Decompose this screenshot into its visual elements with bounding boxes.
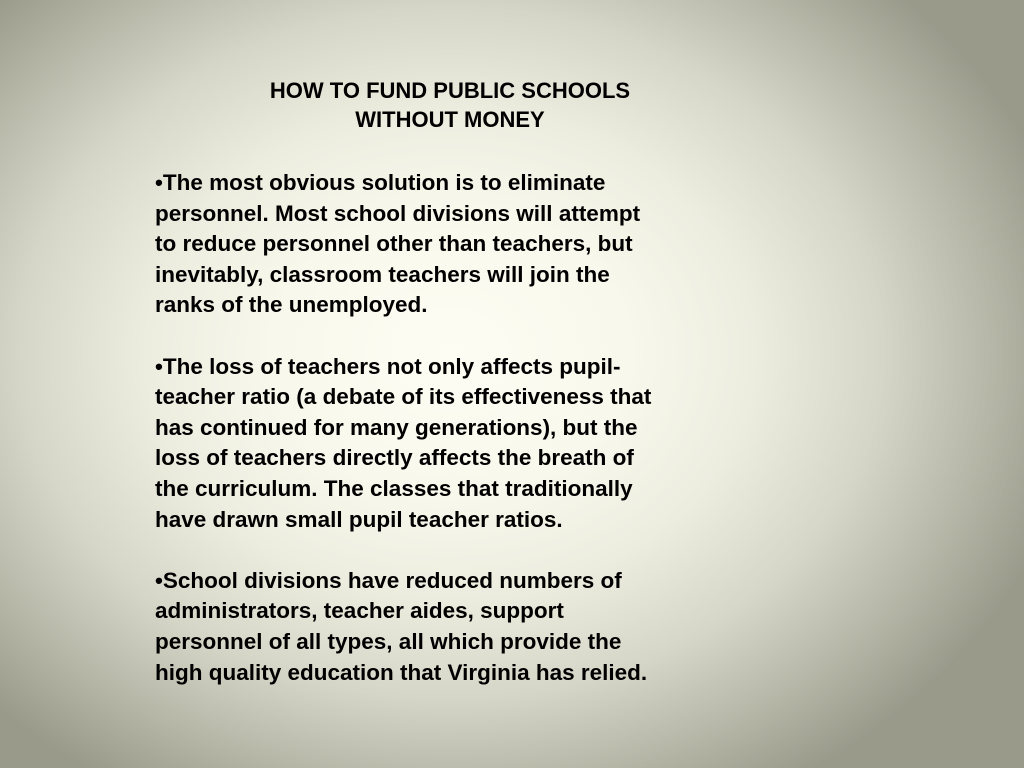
- title-line: WITHOUT MONEY: [355, 107, 545, 132]
- bullet-line: personnel. Most school divisions will attempt: [155, 200, 641, 226]
- bullet-text: The most obvious solution is to eliminate: [162, 170, 606, 195]
- bullet-mark: •: [155, 353, 163, 379]
- bullet-line: personnel of all types, all which provide the: [155, 628, 622, 654]
- bullet-line: teacher ratio (a debate of its effectiveness that: [155, 384, 652, 410]
- bullet-mark: •: [155, 567, 163, 593]
- bullet-line: loss of teachers directly affects the breath of: [155, 445, 634, 471]
- bullet-line: administrators, teacher aides, support: [155, 598, 564, 624]
- bullet-line: has continued for many generations), but the: [155, 414, 638, 440]
- bullet-mark: •: [155, 170, 163, 195]
- slide-title: [155, 76, 745, 134]
- bullet-item-1: [155, 168, 735, 321]
- bullet-line: high quality education that Virginia has relied.: [155, 659, 648, 685]
- bullet-line: [155, 168, 735, 199]
- bullet-line: inevitably, classroom teachers will join the: [155, 261, 610, 287]
- bullet-item-3: [155, 566, 735, 688]
- title-line: HOW TO FUND PUBLIC SCHOOLS: [269, 78, 631, 103]
- bullet-line: to reduce personnel other than teachers, but: [155, 231, 633, 257]
- bullet-line: [155, 352, 735, 383]
- bullet-text: The loss of teachers not only affects pupil-: [162, 353, 621, 379]
- bullet-line: ranks of the unemployed.: [155, 292, 428, 318]
- bullet-list: [155, 168, 735, 719]
- bullet-line: have drawn small pupil teacher ratios.: [155, 506, 563, 532]
- bullet-line: [155, 566, 735, 597]
- bullet-line: the curriculum. The classes that traditionally: [155, 475, 633, 501]
- bullet-item-2: [155, 352, 735, 536]
- bullet-text: School divisions have reduced numbers of: [162, 567, 622, 593]
